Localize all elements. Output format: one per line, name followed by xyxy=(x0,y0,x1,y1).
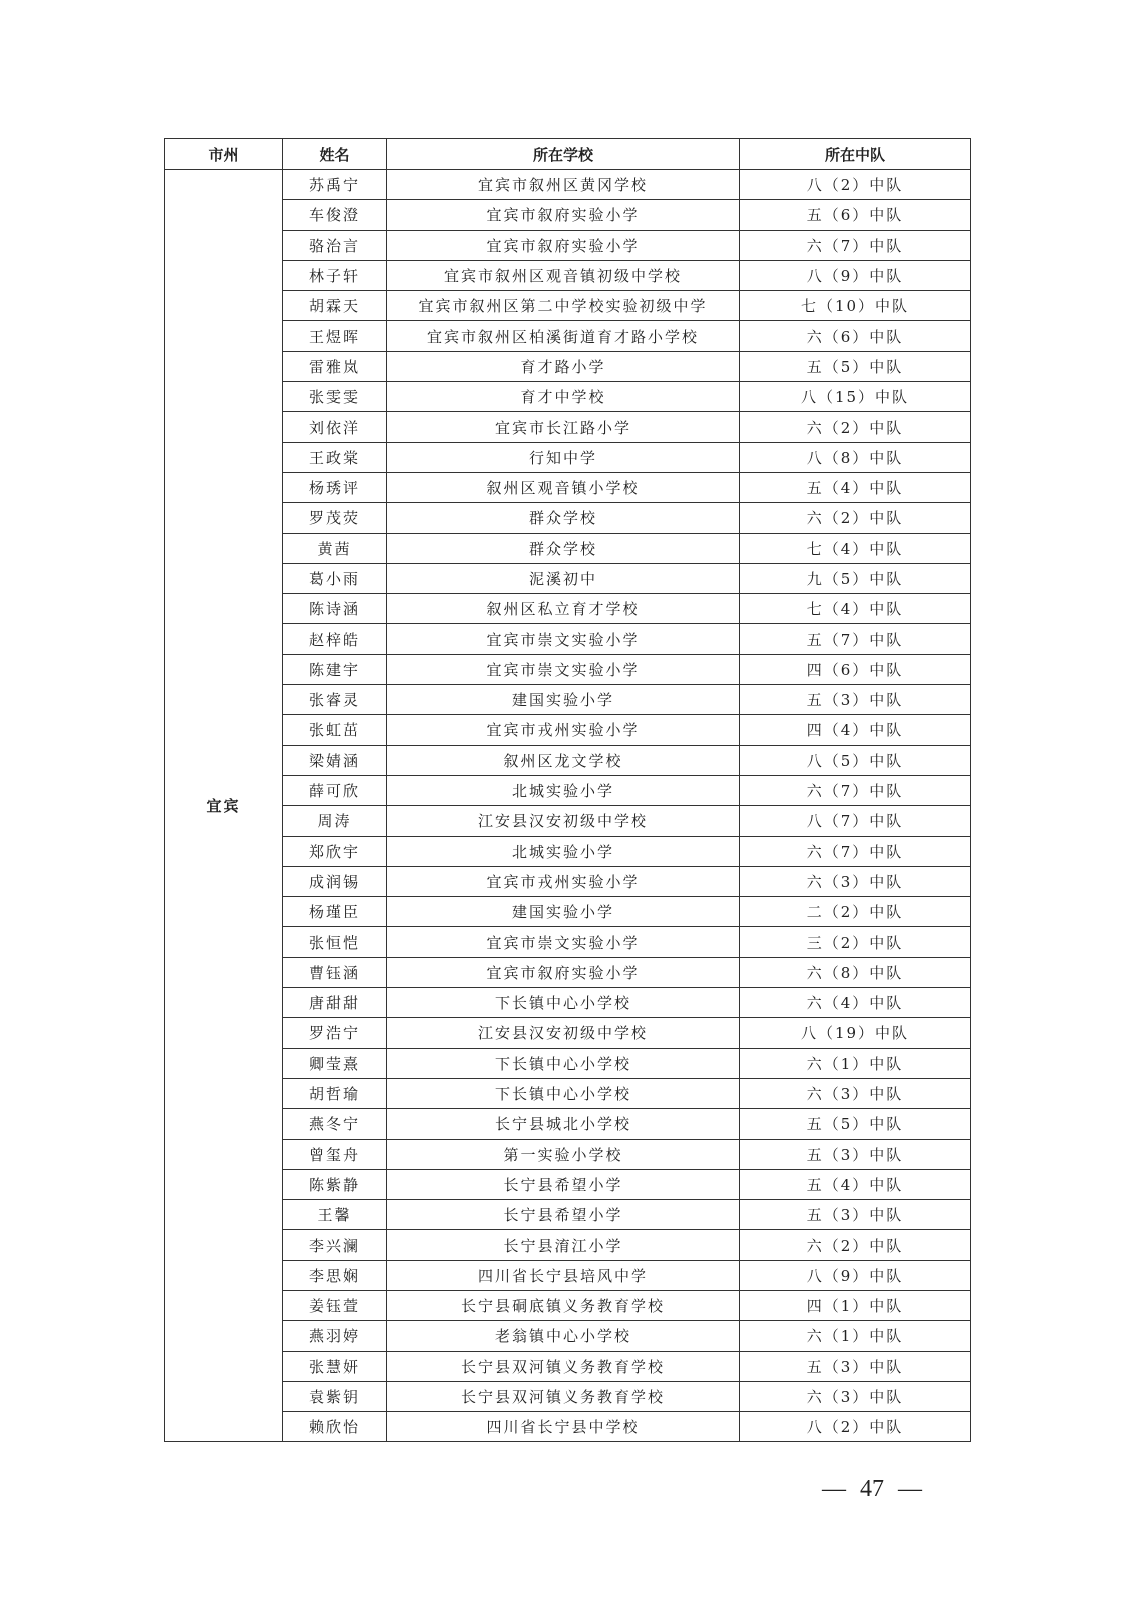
school-cell: 宜宾市戎州实验小学 xyxy=(387,866,740,896)
table-row xyxy=(165,1321,971,1351)
header-name: 姓名 xyxy=(283,139,387,170)
school-cell: 长宁县希望小学 xyxy=(387,1200,740,1230)
student-name-cell: 王馨 xyxy=(283,1200,387,1230)
student-name-cell: 车俊澄 xyxy=(283,200,387,230)
squad-cell: 七（4）中队 xyxy=(740,594,971,624)
squad-cell: 八（2）中队 xyxy=(740,1412,971,1442)
student-name-cell: 陈紫静 xyxy=(283,1169,387,1199)
footer-dash-left: — xyxy=(822,1476,846,1502)
table-row xyxy=(165,1412,971,1442)
table-row xyxy=(165,927,971,957)
table-row xyxy=(165,1078,971,1108)
header-school: 所在学校 xyxy=(387,139,740,170)
table-row xyxy=(165,1169,971,1199)
squad-cell: 三（2）中队 xyxy=(740,927,971,957)
student-name-cell: 赖欣怡 xyxy=(283,1412,387,1442)
squad-cell: 八（2）中队 xyxy=(740,170,971,200)
school-cell: 四川省长宁县培风中学 xyxy=(387,1260,740,1290)
table-row xyxy=(165,897,971,927)
student-name-cell: 曹钰涵 xyxy=(283,957,387,987)
table-row xyxy=(165,230,971,260)
table-row xyxy=(165,503,971,533)
student-name-cell: 苏禹宁 xyxy=(283,170,387,200)
school-cell: 下长镇中心小学校 xyxy=(387,988,740,1018)
student-name-cell: 王煜晖 xyxy=(283,321,387,351)
student-name-cell: 黄茜 xyxy=(283,533,387,563)
school-cell: 北城实验小学 xyxy=(387,836,740,866)
table-row xyxy=(165,200,971,230)
table-row xyxy=(165,1200,971,1230)
school-cell: 长宁县双河镇义务教育学校 xyxy=(387,1381,740,1411)
squad-cell: 六（2）中队 xyxy=(740,1230,971,1260)
squad-cell: 六（1）中队 xyxy=(740,1048,971,1078)
student-name-cell: 胡霖天 xyxy=(283,291,387,321)
table-row xyxy=(165,351,971,381)
squad-cell: 五（7）中队 xyxy=(740,624,971,654)
squad-cell: 八（9）中队 xyxy=(740,1260,971,1290)
student-name-cell: 张睿灵 xyxy=(283,685,387,715)
student-name-cell: 薛可欣 xyxy=(283,775,387,805)
table-row xyxy=(165,594,971,624)
student-name-cell: 刘依洋 xyxy=(283,412,387,442)
school-cell: 宜宾市叙府实验小学 xyxy=(387,200,740,230)
student-roster-table xyxy=(164,138,971,1442)
header-city: 市州 xyxy=(165,139,283,170)
school-cell: 叙州区观音镇小学校 xyxy=(387,472,740,502)
table-row xyxy=(165,1048,971,1078)
squad-cell: 八（9）中队 xyxy=(740,260,971,290)
table-row xyxy=(165,866,971,896)
school-cell: 行知中学 xyxy=(387,442,740,472)
table-row xyxy=(165,533,971,563)
student-name-cell: 林子轩 xyxy=(283,260,387,290)
table-body xyxy=(165,170,971,1442)
school-cell: 第一实验小学校 xyxy=(387,1139,740,1169)
school-cell: 宜宾市叙州区观音镇初级中学校 xyxy=(387,260,740,290)
school-cell: 宜宾市戎州实验小学 xyxy=(387,715,740,745)
school-cell: 宜宾市叙州区柏溪街道育才路小学校 xyxy=(387,321,740,351)
school-cell: 江安县汉安初级中学校 xyxy=(387,1018,740,1048)
squad-cell: 五（3）中队 xyxy=(740,1139,971,1169)
student-name-cell: 陈建宇 xyxy=(283,654,387,684)
student-name-cell: 杨琇评 xyxy=(283,472,387,502)
school-cell: 群众学校 xyxy=(387,503,740,533)
squad-cell: 八（8）中队 xyxy=(740,442,971,472)
squad-cell: 六（7）中队 xyxy=(740,230,971,260)
table-row xyxy=(165,291,971,321)
table-row xyxy=(165,412,971,442)
squad-cell: 五（4）中队 xyxy=(740,1169,971,1199)
school-cell: 建国实验小学 xyxy=(387,685,740,715)
table-row xyxy=(165,1139,971,1169)
squad-cell: 七（4）中队 xyxy=(740,533,971,563)
table-row xyxy=(165,624,971,654)
table-row xyxy=(165,957,971,987)
school-cell: 宜宾市叙府实验小学 xyxy=(387,957,740,987)
table-row xyxy=(165,654,971,684)
student-name-cell: 曾玺舟 xyxy=(283,1139,387,1169)
school-cell: 叙州区私立育才学校 xyxy=(387,594,740,624)
table-row xyxy=(165,1260,971,1290)
student-name-cell: 郑欣宇 xyxy=(283,836,387,866)
squad-cell: 八（15）中队 xyxy=(740,382,971,412)
squad-cell: 六（7）中队 xyxy=(740,775,971,805)
school-cell: 长宁县希望小学 xyxy=(387,1169,740,1199)
school-cell: 群众学校 xyxy=(387,533,740,563)
table-header-row xyxy=(165,139,971,170)
school-cell: 长宁县双河镇义务教育学校 xyxy=(387,1351,740,1381)
squad-cell: 四（1）中队 xyxy=(740,1290,971,1320)
student-name-cell: 李兴澜 xyxy=(283,1230,387,1260)
student-name-cell: 陈诗涵 xyxy=(283,594,387,624)
student-name-cell: 燕羽婷 xyxy=(283,1321,387,1351)
squad-cell: 七（10）中队 xyxy=(740,291,971,321)
header-squad: 所在中队 xyxy=(740,139,971,170)
student-name-cell: 袁紫钥 xyxy=(283,1381,387,1411)
student-name-cell: 雷雅岚 xyxy=(283,351,387,381)
student-name-cell: 张恒恺 xyxy=(283,927,387,957)
school-cell: 宜宾市崇文实验小学 xyxy=(387,927,740,957)
student-name-cell: 唐甜甜 xyxy=(283,988,387,1018)
squad-cell: 八（5）中队 xyxy=(740,745,971,775)
school-cell: 长宁县淯江小学 xyxy=(387,1230,740,1260)
table-row xyxy=(165,1351,971,1381)
squad-cell: 五（5）中队 xyxy=(740,1109,971,1139)
table-row xyxy=(165,1381,971,1411)
page-number-footer xyxy=(808,1476,936,1503)
school-cell: 宜宾市叙州区第二中学校实验初级中学 xyxy=(387,291,740,321)
squad-cell: 四（4）中队 xyxy=(740,715,971,745)
table-row xyxy=(165,685,971,715)
table-row xyxy=(165,1230,971,1260)
school-cell: 宜宾市崇文实验小学 xyxy=(387,654,740,684)
student-name-cell: 张雯雯 xyxy=(283,382,387,412)
squad-cell: 六（8）中队 xyxy=(740,957,971,987)
city-cell: 宜宾 xyxy=(165,170,283,1442)
table-row xyxy=(165,715,971,745)
school-cell: 育才路小学 xyxy=(387,351,740,381)
student-name-cell: 王政棠 xyxy=(283,442,387,472)
table-row xyxy=(165,1109,971,1139)
table-row xyxy=(165,806,971,836)
squad-cell: 五（3）中队 xyxy=(740,685,971,715)
page-number: 47 xyxy=(860,1476,884,1502)
squad-cell: 六（7）中队 xyxy=(740,836,971,866)
student-name-cell: 周涛 xyxy=(283,806,387,836)
squad-cell: 八（19）中队 xyxy=(740,1018,971,1048)
squad-cell: 六（3）中队 xyxy=(740,1381,971,1411)
school-cell: 老翁镇中心小学校 xyxy=(387,1321,740,1351)
table-row xyxy=(165,260,971,290)
school-cell: 宜宾市长江路小学 xyxy=(387,412,740,442)
school-cell: 叙州区龙文学校 xyxy=(387,745,740,775)
table-row xyxy=(165,745,971,775)
school-cell: 宜宾市崇文实验小学 xyxy=(387,624,740,654)
student-name-cell: 罗浩宁 xyxy=(283,1018,387,1048)
school-cell: 宜宾市叙府实验小学 xyxy=(387,230,740,260)
student-name-cell: 张慧妍 xyxy=(283,1351,387,1381)
squad-cell: 五（3）中队 xyxy=(740,1200,971,1230)
school-cell: 长宁县城北小学校 xyxy=(387,1109,740,1139)
squad-cell: 六（4）中队 xyxy=(740,988,971,1018)
squad-cell: 六（1）中队 xyxy=(740,1321,971,1351)
student-name-cell: 卿莹熹 xyxy=(283,1048,387,1078)
table-row xyxy=(165,836,971,866)
school-cell: 泥溪初中 xyxy=(387,563,740,593)
table-row xyxy=(165,442,971,472)
table-row xyxy=(165,170,971,200)
student-name-cell: 姜钰萱 xyxy=(283,1290,387,1320)
footer-dash-right: — xyxy=(898,1476,922,1502)
squad-cell: 二（2）中队 xyxy=(740,897,971,927)
table-row xyxy=(165,775,971,805)
table-row xyxy=(165,321,971,351)
squad-cell: 六（2）中队 xyxy=(740,412,971,442)
student-name-cell: 张虹茁 xyxy=(283,715,387,745)
table-row xyxy=(165,382,971,412)
school-cell: 下长镇中心小学校 xyxy=(387,1048,740,1078)
squad-cell: 六（3）中队 xyxy=(740,866,971,896)
table-row xyxy=(165,472,971,502)
table-row xyxy=(165,1290,971,1320)
table-row xyxy=(165,1018,971,1048)
student-name-cell: 赵梓皓 xyxy=(283,624,387,654)
student-name-cell: 梁婧涵 xyxy=(283,745,387,775)
squad-cell: 五（6）中队 xyxy=(740,200,971,230)
student-name-cell: 燕冬宁 xyxy=(283,1109,387,1139)
squad-cell: 六（6）中队 xyxy=(740,321,971,351)
squad-cell: 四（6）中队 xyxy=(740,654,971,684)
student-name-cell: 杨瑾臣 xyxy=(283,897,387,927)
school-cell: 四川省长宁县中学校 xyxy=(387,1412,740,1442)
student-name-cell: 骆治言 xyxy=(283,230,387,260)
squad-cell: 五（5）中队 xyxy=(740,351,971,381)
school-cell: 长宁县硐底镇义务教育学校 xyxy=(387,1290,740,1320)
table-row xyxy=(165,563,971,593)
school-cell: 北城实验小学 xyxy=(387,775,740,805)
student-name-cell: 胡哲瑜 xyxy=(283,1078,387,1108)
student-name-cell: 葛小雨 xyxy=(283,563,387,593)
student-name-cell: 李思娴 xyxy=(283,1260,387,1290)
school-cell: 下长镇中心小学校 xyxy=(387,1078,740,1108)
squad-cell: 八（7）中队 xyxy=(740,806,971,836)
student-name-cell: 罗茂荧 xyxy=(283,503,387,533)
table-row xyxy=(165,988,971,1018)
school-cell: 宜宾市叙州区黄冈学校 xyxy=(387,170,740,200)
school-cell: 江安县汉安初级中学校 xyxy=(387,806,740,836)
squad-cell: 六（2）中队 xyxy=(740,503,971,533)
school-cell: 育才中学校 xyxy=(387,382,740,412)
school-cell: 建国实验小学 xyxy=(387,897,740,927)
squad-cell: 六（3）中队 xyxy=(740,1078,971,1108)
squad-cell: 五（4）中队 xyxy=(740,472,971,502)
squad-cell: 九（5）中队 xyxy=(740,563,971,593)
squad-cell: 五（3）中队 xyxy=(740,1351,971,1381)
student-name-cell: 成润锡 xyxy=(283,866,387,896)
